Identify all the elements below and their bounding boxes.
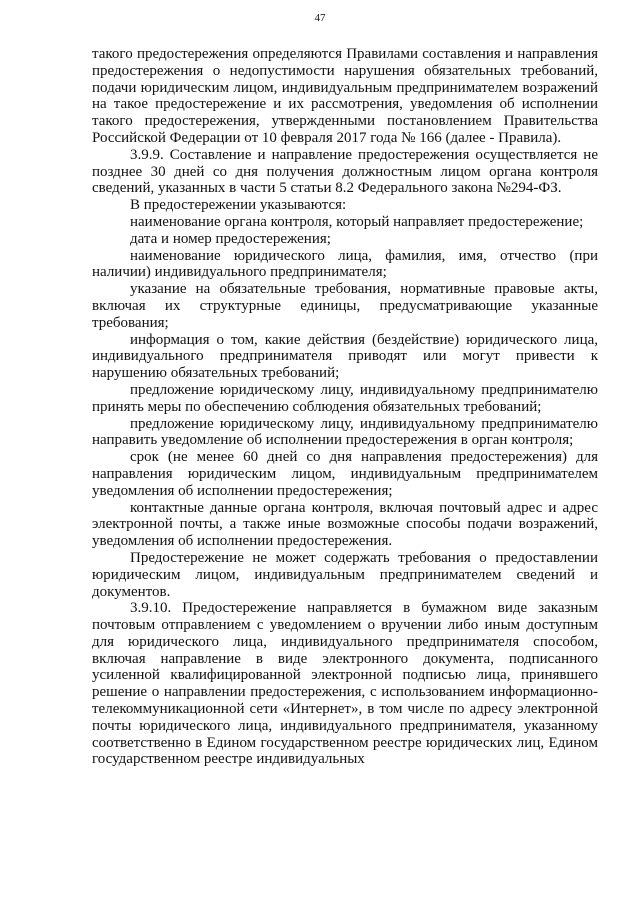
paragraph: Предостережение не может содержать требования о предоставлении юридическим лицом, индивидуальным предпринимателем сведений и документов. xyxy=(92,549,598,600)
paragraph: контактные данные органа контроля, включая почтовый адрес и адрес электронной почты, а также иные возможные способы подачи возражений, уведомления об исполнении предостережения. xyxy=(92,499,598,550)
paragraph: 3.9.10. Предостережение направляется в бумажном виде заказным почтовым отправлением с уведомлением о вручении либо иным доступным для юридического лица, индивидуального предпринимателя способом, включая направление в виде электронного документа, подписанного усиленной квалифицированной электронной подписью лица, принявшего решение о направлении предостережения, с использованием информационно-телекоммуникационной сети «Интернет», в том числе по адресу электронной почты юридического лица, индивидуального предпринимателя, указанному соответственно в Едином государственном реестре юридических лиц, Едином государственном реестре индивидуальных xyxy=(92,600,598,768)
paragraph: срок (не менее 60 дней со дня направления предостережения) для направления юридическим лицом, индивидуальным предпринимателем уведомления об исполнении предостережения; xyxy=(92,449,598,499)
paragraph: наименование юридического лица, фамилия, имя, отчество (при наличии) индивидуального предпринимателя; xyxy=(92,247,598,281)
page-number: 47 xyxy=(314,12,326,24)
paragraph: дата и номер предостережения; xyxy=(130,230,331,247)
paragraph: предложение юридическому лицу, индивидуальному предпринимателю направить уведомление об исполнении предостережения в орган контроля; xyxy=(92,415,598,449)
paragraph: такого предостережения определяются Правилами составления и направления предостережения о недопустимости нарушения обязательных требований, подачи юридическим лицом, индивидуальным предпринимателем возражений на такое предостережение и их рассмотрения, уведомления об исполнении такого предостережения, утвержденными постановлением Правительства Российской Федерации от 10 февраля 2017 года № 166 (далее - Правила). xyxy=(92,46,598,146)
paragraph: 3.9.9. Составление и направление предостережения осуществляется не позднее 30 дней со дня получения должностным лицом органа контроля сведений, указанных в части 5 статьи 8.2 Федерального закона №294-ФЗ. xyxy=(92,146,598,197)
paragraph: указание на обязательные требования, нормативные правовые акты, включая их структурные единицы, предусматривающие указанные требования; xyxy=(92,281,598,331)
paragraph: В предостережении указываются: xyxy=(130,197,347,214)
document-body xyxy=(92,46,598,768)
paragraph: предложение юридическому лицу, индивидуальному предпринимателю принять меры по обеспечению соблюдения обязательных требований; xyxy=(92,381,598,415)
paragraph: информация о том, какие действия (бездействие) юридического лица, индивидуального предпринимателя приводят или могут привести к нарушению обязательных требований; xyxy=(92,331,598,382)
paragraph: наименование органа контроля, который направляет предостережение; xyxy=(130,213,584,230)
